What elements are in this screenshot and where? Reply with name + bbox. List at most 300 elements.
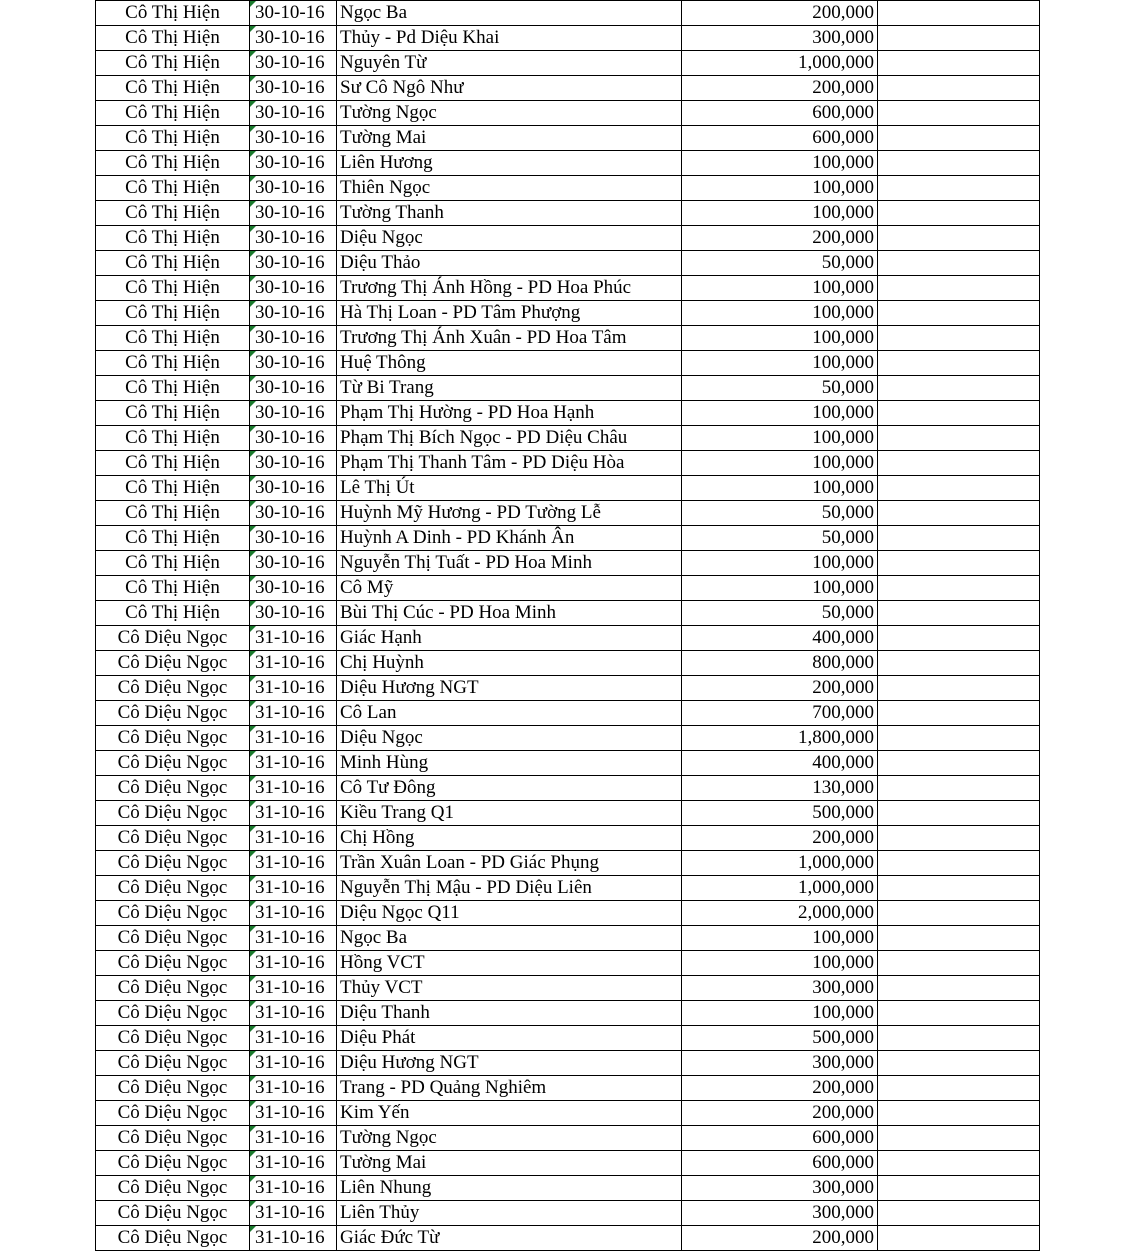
donor-name-cell[interactable]: Minh Hùng: [337, 751, 682, 776]
date-cell[interactable]: 30-10-16: [250, 126, 337, 151]
empty-cell[interactable]: [878, 1051, 1040, 1076]
recipient-cell[interactable]: Cô Thị Hiện: [96, 226, 250, 251]
table-row: [96, 1226, 1040, 1251]
recipient-cell[interactable]: Cô Thị Hiện: [96, 251, 250, 276]
recipient-cell[interactable]: Cô Thị Hiện: [96, 326, 250, 351]
date-cell[interactable]: 30-10-16: [250, 151, 337, 176]
date-cell[interactable]: 31-10-16: [250, 1151, 337, 1176]
donor-name-cell[interactable]: Trương Thị Ánh Hồng - PD Hoa Phúc: [337, 276, 682, 301]
amount-cell[interactable]: 50,000: [682, 251, 878, 276]
amount-cell[interactable]: 1,000,000: [682, 876, 878, 901]
empty-cell[interactable]: [878, 51, 1040, 76]
table-row: [96, 626, 1040, 651]
empty-cell[interactable]: [878, 651, 1040, 676]
recipient-cell[interactable]: Cô Diệu Ngọc: [96, 1201, 250, 1226]
empty-cell[interactable]: [878, 851, 1040, 876]
empty-cell[interactable]: [878, 176, 1040, 201]
empty-cell[interactable]: [878, 776, 1040, 801]
donor-name-cell[interactable]: Diệu Hương NGT: [337, 1051, 682, 1076]
date-cell[interactable]: 30-10-16: [250, 401, 337, 426]
amount-cell[interactable]: 800,000: [682, 651, 878, 676]
date-cell[interactable]: 30-10-16: [250, 176, 337, 201]
empty-cell[interactable]: [878, 1076, 1040, 1101]
date-cell[interactable]: 30-10-16: [250, 101, 337, 126]
table-row: [96, 526, 1040, 551]
amount-cell[interactable]: 300,000: [682, 26, 878, 51]
table-row: [96, 301, 1040, 326]
amount-cell[interactable]: 200,000: [682, 826, 878, 851]
recipient-cell[interactable]: Cô Diệu Ngọc: [96, 851, 250, 876]
empty-cell[interactable]: [878, 876, 1040, 901]
empty-cell[interactable]: [878, 701, 1040, 726]
date-cell[interactable]: 30-10-16: [250, 326, 337, 351]
donor-name-cell[interactable]: Hồng VCT: [337, 951, 682, 976]
table-row: [96, 326, 1040, 351]
table-row: [96, 151, 1040, 176]
table-row: [96, 1026, 1040, 1051]
recipient-cell[interactable]: Cô Diệu Ngọc: [96, 701, 250, 726]
donor-name-cell[interactable]: Cô Mỹ: [337, 576, 682, 601]
table-row: [96, 351, 1040, 376]
table-row: [96, 776, 1040, 801]
recipient-cell[interactable]: Cô Diệu Ngọc: [96, 876, 250, 901]
amount-cell[interactable]: 100,000: [682, 476, 878, 501]
date-cell[interactable]: 30-10-16: [250, 76, 337, 101]
date-cell[interactable]: 30-10-16: [250, 201, 337, 226]
empty-cell[interactable]: [878, 1226, 1040, 1251]
recipient-cell[interactable]: Cô Thị Hiện: [96, 201, 250, 226]
donor-name-cell[interactable]: Chị Hồng: [337, 826, 682, 851]
table-row: [96, 676, 1040, 701]
amount-cell[interactable]: 700,000: [682, 701, 878, 726]
amount-cell[interactable]: 500,000: [682, 801, 878, 826]
recipient-cell[interactable]: Cô Thị Hiện: [96, 151, 250, 176]
date-cell[interactable]: 31-10-16: [250, 1001, 337, 1026]
table-row: [96, 76, 1040, 101]
donor-name-cell[interactable]: Huỳnh Mỹ Hương - PD Tường Lễ: [337, 501, 682, 526]
recipient-cell[interactable]: Cô Thị Hiện: [96, 76, 250, 101]
amount-cell[interactable]: 100,000: [682, 301, 878, 326]
table-row: [96, 501, 1040, 526]
donor-name-cell[interactable]: Trương Thị Ánh Xuân - PD Hoa Tâm: [337, 326, 682, 351]
donor-name-cell[interactable]: Tường Mai: [337, 126, 682, 151]
recipient-cell[interactable]: Cô Diệu Ngọc: [96, 1226, 250, 1251]
empty-cell[interactable]: [878, 101, 1040, 126]
empty-cell[interactable]: [878, 1126, 1040, 1151]
amount-cell[interactable]: 300,000: [682, 1176, 878, 1201]
date-cell[interactable]: 31-10-16: [250, 1026, 337, 1051]
recipient-cell[interactable]: Cô Thị Hiện: [96, 551, 250, 576]
donor-name-cell[interactable]: Phạm Thị Bích Ngọc - PD Diệu Châu: [337, 426, 682, 451]
empty-cell[interactable]: [878, 451, 1040, 476]
amount-cell[interactable]: 100,000: [682, 1001, 878, 1026]
date-cell[interactable]: 30-10-16: [250, 301, 337, 326]
date-cell[interactable]: 30-10-16: [250, 476, 337, 501]
date-cell[interactable]: 30-10-16: [250, 501, 337, 526]
recipient-cell[interactable]: Cô Diệu Ngọc: [96, 1076, 250, 1101]
amount-cell[interactable]: 200,000: [682, 1226, 878, 1251]
recipient-cell[interactable]: Cô Thị Hiện: [96, 301, 250, 326]
table-row: [96, 726, 1040, 751]
amount-cell[interactable]: 100,000: [682, 201, 878, 226]
date-cell[interactable]: 31-10-16: [250, 726, 337, 751]
donor-name-cell[interactable]: Thiên Ngọc: [337, 176, 682, 201]
date-cell[interactable]: 31-10-16: [250, 801, 337, 826]
empty-cell[interactable]: [878, 1, 1040, 26]
amount-cell[interactable]: 100,000: [682, 276, 878, 301]
date-cell[interactable]: 30-10-16: [250, 251, 337, 276]
date-cell[interactable]: 31-10-16: [250, 1076, 337, 1101]
date-cell[interactable]: 31-10-16: [250, 976, 337, 1001]
recipient-cell[interactable]: Cô Thị Hiện: [96, 351, 250, 376]
table-row: [96, 451, 1040, 476]
table-row: [96, 176, 1040, 201]
empty-cell[interactable]: [878, 551, 1040, 576]
recipient-cell[interactable]: Cô Diệu Ngọc: [96, 676, 250, 701]
table-row: [96, 851, 1040, 876]
empty-cell[interactable]: [878, 826, 1040, 851]
table-row: [96, 476, 1040, 501]
donation-table: [95, 0, 1040, 1251]
table-row: [96, 51, 1040, 76]
empty-cell[interactable]: [878, 626, 1040, 651]
recipient-cell[interactable]: Cô Thị Hiện: [96, 176, 250, 201]
donor-name-cell[interactable]: Kim Yến: [337, 1101, 682, 1126]
empty-cell[interactable]: [878, 151, 1040, 176]
table-row: [96, 826, 1040, 851]
table-body: [96, 1, 1040, 1251]
recipient-cell[interactable]: Cô Diệu Ngọc: [96, 951, 250, 976]
date-cell[interactable]: 31-10-16: [250, 1101, 337, 1126]
table-row: [96, 26, 1040, 51]
amount-cell[interactable]: 100,000: [682, 176, 878, 201]
recipient-cell[interactable]: Cô Diệu Ngọc: [96, 751, 250, 776]
amount-cell[interactable]: 100,000: [682, 951, 878, 976]
recipient-cell[interactable]: Cô Diệu Ngọc: [96, 1176, 250, 1201]
donor-name-cell[interactable]: Liên Nhung: [337, 1176, 682, 1201]
table-row: [96, 251, 1040, 276]
empty-cell[interactable]: [878, 1201, 1040, 1226]
empty-cell[interactable]: [878, 126, 1040, 151]
date-cell[interactable]: 30-10-16: [250, 601, 337, 626]
table-row: [96, 201, 1040, 226]
amount-cell[interactable]: 50,000: [682, 601, 878, 626]
table-row: [96, 951, 1040, 976]
recipient-cell[interactable]: Cô Thị Hiện: [96, 276, 250, 301]
date-cell[interactable]: 31-10-16: [250, 626, 337, 651]
recipient-cell[interactable]: Cô Thị Hiện: [96, 601, 250, 626]
date-cell[interactable]: 31-10-16: [250, 651, 337, 676]
empty-cell[interactable]: [878, 1001, 1040, 1026]
empty-cell[interactable]: [878, 601, 1040, 626]
date-cell[interactable]: 31-10-16: [250, 1201, 337, 1226]
amount-cell[interactable]: 1,000,000: [682, 851, 878, 876]
recipient-cell[interactable]: Cô Thị Hiện: [96, 126, 250, 151]
table-row: [96, 1, 1040, 26]
donor-name-cell[interactable]: Ngọc Ba: [337, 926, 682, 951]
donor-name-cell[interactable]: Lê Thị Út: [337, 476, 682, 501]
empty-cell[interactable]: [878, 326, 1040, 351]
recipient-cell[interactable]: Cô Diệu Ngọc: [96, 651, 250, 676]
date-cell[interactable]: 30-10-16: [250, 576, 337, 601]
date-cell[interactable]: 30-10-16: [250, 276, 337, 301]
recipient-cell[interactable]: Cô Diệu Ngọc: [96, 776, 250, 801]
donor-name-cell[interactable]: Giác Hạnh: [337, 626, 682, 651]
recipient-cell[interactable]: Cô Diệu Ngọc: [96, 901, 250, 926]
recipient-cell[interactable]: Cô Diệu Ngọc: [96, 926, 250, 951]
amount-cell[interactable]: 100,000: [682, 351, 878, 376]
donor-name-cell[interactable]: Tường Thanh: [337, 201, 682, 226]
amount-cell[interactable]: 50,000: [682, 501, 878, 526]
date-cell[interactable]: 31-10-16: [250, 1226, 337, 1251]
table-row: [96, 1001, 1040, 1026]
table-row: [96, 1126, 1040, 1151]
recipient-cell[interactable]: Cô Thị Hiện: [96, 1, 250, 26]
amount-cell[interactable]: 200,000: [682, 226, 878, 251]
donor-name-cell[interactable]: Nguyễn Thị Tuất - PD Hoa Minh: [337, 551, 682, 576]
donor-name-cell[interactable]: Bùi Thị Cúc - PD Hoa Minh: [337, 601, 682, 626]
amount-cell[interactable]: 130,000: [682, 776, 878, 801]
amount-cell[interactable]: 100,000: [682, 451, 878, 476]
date-cell[interactable]: 30-10-16: [250, 551, 337, 576]
empty-cell[interactable]: [878, 76, 1040, 101]
amount-cell[interactable]: 100,000: [682, 551, 878, 576]
amount-cell[interactable]: 100,000: [682, 151, 878, 176]
table-row: [96, 551, 1040, 576]
recipient-cell[interactable]: Cô Thị Hiện: [96, 26, 250, 51]
empty-cell[interactable]: [878, 476, 1040, 501]
date-cell[interactable]: 31-10-16: [250, 826, 337, 851]
table-row: [96, 426, 1040, 451]
table-row: [96, 701, 1040, 726]
donor-name-cell[interactable]: Kiều Trang Q1: [337, 801, 682, 826]
date-cell[interactable]: 30-10-16: [250, 351, 337, 376]
amount-cell[interactable]: 600,000: [682, 101, 878, 126]
recipient-cell[interactable]: Cô Diệu Ngọc: [96, 976, 250, 1001]
empty-cell[interactable]: [878, 201, 1040, 226]
recipient-cell[interactable]: Cô Diệu Ngọc: [96, 1051, 250, 1076]
date-cell[interactable]: 30-10-16: [250, 451, 337, 476]
recipient-cell[interactable]: Cô Thị Hiện: [96, 376, 250, 401]
donor-name-cell[interactable]: Chị Huỳnh: [337, 651, 682, 676]
table-row: [96, 376, 1040, 401]
donor-name-cell[interactable]: Sư Cô Ngô Như: [337, 76, 682, 101]
date-cell[interactable]: 31-10-16: [250, 876, 337, 901]
recipient-cell[interactable]: Cô Thị Hiện: [96, 51, 250, 76]
recipient-cell[interactable]: Cô Thị Hiện: [96, 451, 250, 476]
donor-name-cell[interactable]: Diệu Thảo: [337, 251, 682, 276]
empty-cell[interactable]: [878, 1026, 1040, 1051]
donor-name-cell[interactable]: Diệu Ngọc Q11: [337, 901, 682, 926]
amount-cell[interactable]: 100,000: [682, 326, 878, 351]
table-row: [96, 1176, 1040, 1201]
recipient-cell[interactable]: Cô Thị Hiện: [96, 101, 250, 126]
recipient-cell[interactable]: Cô Thị Hiện: [96, 501, 250, 526]
date-cell[interactable]: 30-10-16: [250, 1, 337, 26]
amount-cell[interactable]: 300,000: [682, 976, 878, 1001]
amount-cell[interactable]: 50,000: [682, 526, 878, 551]
table-row: [96, 1051, 1040, 1076]
table-row: [96, 401, 1040, 426]
table-row: [96, 876, 1040, 901]
date-cell[interactable]: 31-10-16: [250, 1126, 337, 1151]
date-cell[interactable]: 30-10-16: [250, 26, 337, 51]
table-row: [96, 126, 1040, 151]
date-cell[interactable]: 31-10-16: [250, 951, 337, 976]
recipient-cell[interactable]: Cô Diệu Ngọc: [96, 1151, 250, 1176]
date-cell[interactable]: 31-10-16: [250, 1176, 337, 1201]
donor-name-cell[interactable]: Trần Xuân Loan - PD Giác Phụng: [337, 851, 682, 876]
date-cell[interactable]: 30-10-16: [250, 526, 337, 551]
recipient-cell[interactable]: Cô Diệu Ngọc: [96, 826, 250, 851]
donor-name-cell[interactable]: Tường Ngọc: [337, 1126, 682, 1151]
amount-cell[interactable]: 400,000: [682, 626, 878, 651]
donor-name-cell[interactable]: Phạm Thị Hường - PD Hoa Hạnh: [337, 401, 682, 426]
table-row: [96, 1201, 1040, 1226]
donor-name-cell[interactable]: Liên Thủy: [337, 1201, 682, 1226]
empty-cell[interactable]: [878, 951, 1040, 976]
date-cell[interactable]: 30-10-16: [250, 226, 337, 251]
amount-cell[interactable]: 300,000: [682, 1051, 878, 1076]
empty-cell[interactable]: [878, 901, 1040, 926]
date-cell[interactable]: 31-10-16: [250, 851, 337, 876]
empty-cell[interactable]: [878, 1176, 1040, 1201]
amount-cell[interactable]: 600,000: [682, 1126, 878, 1151]
recipient-cell[interactable]: Cô Diệu Ngọc: [96, 626, 250, 651]
amount-cell[interactable]: 200,000: [682, 1101, 878, 1126]
table-row: [96, 801, 1040, 826]
table-row: [96, 651, 1040, 676]
amount-cell[interactable]: 100,000: [682, 576, 878, 601]
donor-name-cell[interactable]: Giác Đức Từ: [337, 1226, 682, 1251]
empty-cell[interactable]: [878, 926, 1040, 951]
amount-cell[interactable]: 200,000: [682, 1076, 878, 1101]
amount-cell[interactable]: 200,000: [682, 676, 878, 701]
donor-name-cell[interactable]: Tường Ngọc: [337, 101, 682, 126]
date-cell[interactable]: 30-10-16: [250, 51, 337, 76]
date-cell[interactable]: 31-10-16: [250, 676, 337, 701]
donor-name-cell[interactable]: Từ Bi Trang: [337, 376, 682, 401]
recipient-cell[interactable]: Cô Diệu Ngọc: [96, 801, 250, 826]
amount-cell[interactable]: 100,000: [682, 926, 878, 951]
amount-cell[interactable]: 2,000,000: [682, 901, 878, 926]
date-cell[interactable]: 31-10-16: [250, 926, 337, 951]
empty-cell[interactable]: [878, 976, 1040, 1001]
empty-cell[interactable]: [878, 426, 1040, 451]
donor-name-cell[interactable]: Diệu Thanh: [337, 1001, 682, 1026]
amount-cell[interactable]: 50,000: [682, 376, 878, 401]
empty-cell[interactable]: [878, 26, 1040, 51]
donor-name-cell[interactable]: Diệu Ngọc: [337, 226, 682, 251]
empty-cell[interactable]: [878, 676, 1040, 701]
donor-name-cell[interactable]: Hà Thị Loan - PD Tâm Phượng: [337, 301, 682, 326]
amount-cell[interactable]: 300,000: [682, 1201, 878, 1226]
donor-name-cell[interactable]: Nguyên Từ: [337, 51, 682, 76]
table-row: [96, 576, 1040, 601]
date-cell[interactable]: 31-10-16: [250, 901, 337, 926]
empty-cell[interactable]: [878, 751, 1040, 776]
table-row: [96, 601, 1040, 626]
recipient-cell[interactable]: Cô Diệu Ngọc: [96, 1001, 250, 1026]
donor-name-cell[interactable]: Cô Lan: [337, 701, 682, 726]
amount-cell[interactable]: 200,000: [682, 1, 878, 26]
empty-cell[interactable]: [878, 376, 1040, 401]
recipient-cell[interactable]: Cô Thị Hiện: [96, 526, 250, 551]
recipient-cell[interactable]: Cô Thị Hiện: [96, 476, 250, 501]
donor-name-cell[interactable]: Nguyễn Thị Mậu - PD Diệu Liên: [337, 876, 682, 901]
empty-cell[interactable]: [878, 526, 1040, 551]
empty-cell[interactable]: [878, 1151, 1040, 1176]
empty-cell[interactable]: [878, 251, 1040, 276]
date-cell[interactable]: 30-10-16: [250, 376, 337, 401]
donor-name-cell[interactable]: Diệu Ngọc: [337, 726, 682, 751]
empty-cell[interactable]: [878, 401, 1040, 426]
table-row: [96, 276, 1040, 301]
empty-cell[interactable]: [878, 501, 1040, 526]
donor-name-cell[interactable]: Diệu Phát: [337, 1026, 682, 1051]
table-row: [96, 901, 1040, 926]
donor-name-cell[interactable]: Ngọc Ba: [337, 1, 682, 26]
amount-cell[interactable]: 600,000: [682, 1151, 878, 1176]
empty-cell[interactable]: [878, 226, 1040, 251]
donor-name-cell[interactable]: Cô Tư Đông: [337, 776, 682, 801]
amount-cell[interactable]: 500,000: [682, 1026, 878, 1051]
recipient-cell[interactable]: Cô Thị Hiện: [96, 401, 250, 426]
amount-cell[interactable]: 600,000: [682, 126, 878, 151]
donor-name-cell[interactable]: Huỳnh A Dinh - PD Khánh Ân: [337, 526, 682, 551]
empty-cell[interactable]: [878, 1101, 1040, 1126]
table-row: [96, 751, 1040, 776]
table-row: [96, 1101, 1040, 1126]
date-cell[interactable]: 31-10-16: [250, 776, 337, 801]
amount-cell[interactable]: 100,000: [682, 401, 878, 426]
empty-cell[interactable]: [878, 576, 1040, 601]
amount-cell[interactable]: 400,000: [682, 751, 878, 776]
donor-name-cell[interactable]: Phạm Thị Thanh Tâm - PD Diệu Hòa: [337, 451, 682, 476]
amount-cell[interactable]: 200,000: [682, 76, 878, 101]
recipient-cell[interactable]: Cô Diệu Ngọc: [96, 726, 250, 751]
donor-name-cell[interactable]: Trang - PD Quảng Nghiêm: [337, 1076, 682, 1101]
empty-cell[interactable]: [878, 351, 1040, 376]
recipient-cell[interactable]: Cô Diệu Ngọc: [96, 1101, 250, 1126]
amount-cell[interactable]: 1,000,000: [682, 51, 878, 76]
date-cell[interactable]: 31-10-16: [250, 701, 337, 726]
donor-name-cell[interactable]: Thủy - Pd Diệu Khai: [337, 26, 682, 51]
date-cell[interactable]: 31-10-16: [250, 751, 337, 776]
empty-cell[interactable]: [878, 801, 1040, 826]
recipient-cell[interactable]: Cô Thị Hiện: [96, 426, 250, 451]
recipient-cell[interactable]: Cô Thị Hiện: [96, 576, 250, 601]
table-row: [96, 226, 1040, 251]
table-row: [96, 926, 1040, 951]
recipient-cell[interactable]: Cô Diệu Ngọc: [96, 1126, 250, 1151]
amount-cell[interactable]: 1,800,000: [682, 726, 878, 751]
recipient-cell[interactable]: Cô Diệu Ngọc: [96, 1026, 250, 1051]
date-cell[interactable]: 30-10-16: [250, 426, 337, 451]
donor-name-cell[interactable]: Liên Hương: [337, 151, 682, 176]
table-row: [96, 976, 1040, 1001]
empty-cell[interactable]: [878, 301, 1040, 326]
empty-cell[interactable]: [878, 276, 1040, 301]
donor-name-cell[interactable]: Tường Mai: [337, 1151, 682, 1176]
donor-name-cell[interactable]: Thủy VCT: [337, 976, 682, 1001]
donor-name-cell[interactable]: Diệu Hương NGT: [337, 676, 682, 701]
table-row: [96, 1151, 1040, 1176]
amount-cell[interactable]: 100,000: [682, 426, 878, 451]
empty-cell[interactable]: [878, 726, 1040, 751]
date-cell[interactable]: 31-10-16: [250, 1051, 337, 1076]
donor-name-cell[interactable]: Huệ Thông: [337, 351, 682, 376]
